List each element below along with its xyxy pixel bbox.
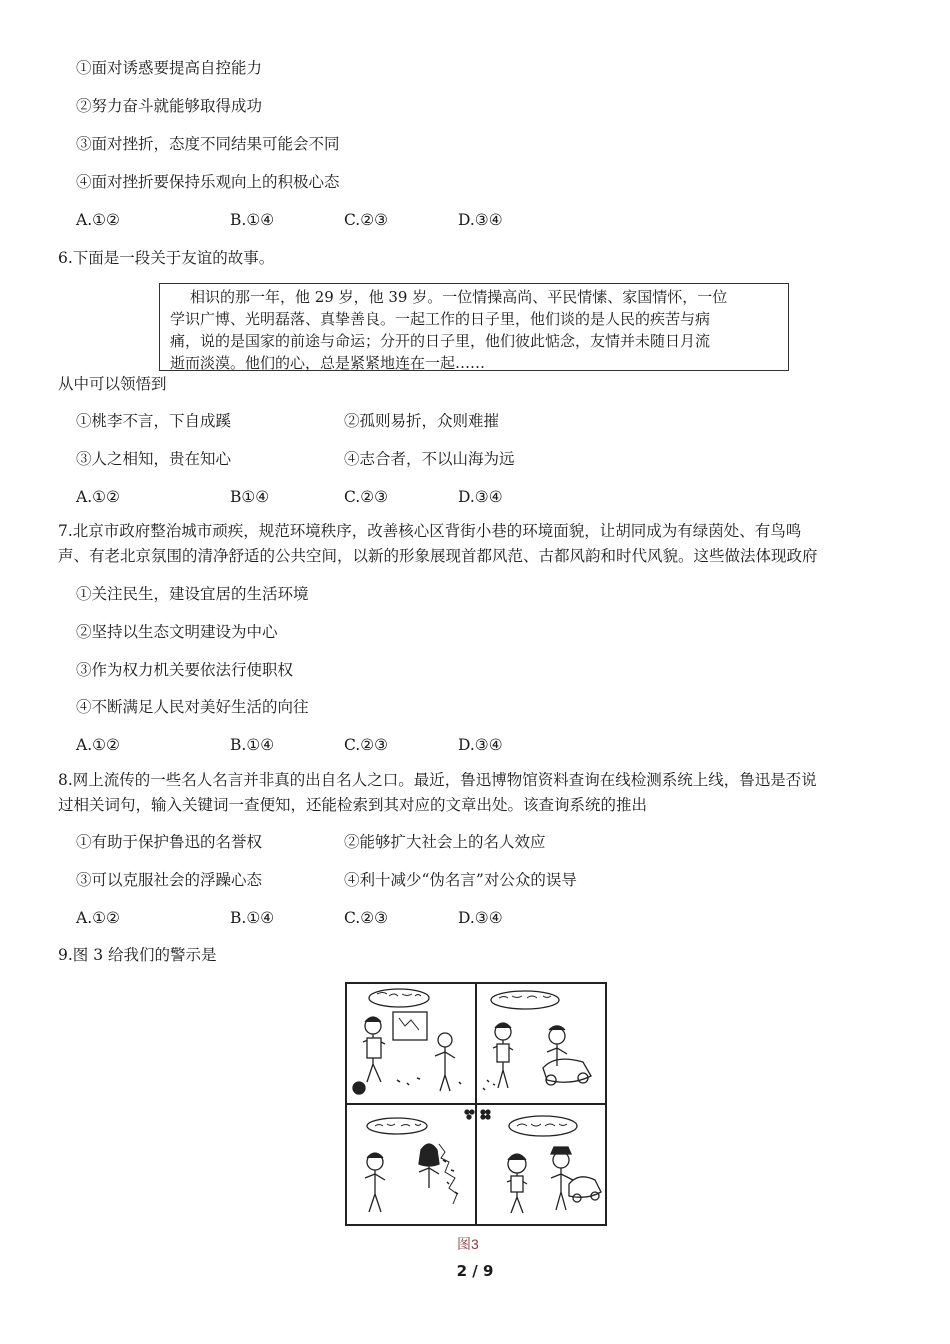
q5-item-3: ③面对挫折，态度不同结果可能会不同 (76, 135, 340, 153)
q7-item-2: ②坚持以生态文明建设为中心 (76, 623, 278, 641)
q8-item-3: ③可以克服社会的浮躁心态 (76, 871, 263, 889)
q5-item-4: ④面对挫折要保持乐观向上的积极心态 (76, 173, 340, 191)
comic-panel-3 (365, 1110, 474, 1212)
q6-story-line: 逝而淡漠。他们的心，总是紧紧地连在一起…… (170, 354, 486, 372)
q5-choice-a: A.①② (76, 211, 120, 229)
q8-choice-a: A.①② (76, 909, 120, 927)
comic-panel-2 (483, 991, 591, 1090)
q7-stem-line-2: 声、有老北京氛围的清净舒适的公共空间，以新的形象展现首都风范、古都风韵和时代风貌。这些做法体现政府 (58, 547, 818, 565)
q9-stem: 9.图 3 给我们的警示是 (58, 946, 217, 964)
q6-story-box (159, 283, 789, 371)
q6-item-3: ③人之相知，贵在知心 (76, 450, 232, 468)
q6-choice-c: C.②③ (344, 488, 389, 506)
comic-panel-1 (353, 989, 461, 1094)
q5-item-1: ①面对诱惑要提高自控能力 (76, 59, 263, 77)
q7-item-4: ④不断满足人民对美好生活的向往 (76, 698, 309, 716)
q6-choice-a: A.①② (76, 488, 120, 506)
q8-item-2: ②能够扩大社会上的名人效应 (344, 833, 546, 851)
q6-story-line: 相识的那一年，他 29 岁，他 39 岁。一位情操高尚、平民情愫、家国情怀，一位 (190, 288, 728, 306)
q6-item-1: ①桃李不言，下自成蹊 (76, 412, 232, 430)
q8-choice-c: C.②③ (344, 909, 389, 927)
q6-item-4: ④志合者，不以山海为远 (344, 450, 515, 468)
q7-choice-d: D.③④ (458, 736, 503, 754)
q8-stem-line-2: 过相关词句，输入关键词一查便知，还能检索到其对应的文章出处。该查询系统的推出 (58, 796, 648, 814)
q8-stem-line-1: 8.网上流传的一些名人名言并非真的出自名人之口。最近，鲁迅博物馆资料查询在线检测系统上线，鲁迅是否说 (58, 771, 817, 789)
q5-choice-c: C.②③ (344, 211, 389, 229)
q7-choice-a: A.①② (76, 736, 120, 754)
q7-stem-line-1: 7.北京市政府整治城市顽疾，规范环境秩序，改善核心区背街小巷的环境面貌，让胡同成为有绿茵处、有鸟鸣 (58, 522, 802, 540)
q6-choice-b: B①④ (230, 488, 270, 506)
comic-illustration (347, 984, 605, 1224)
comic-figure (345, 982, 607, 1226)
q6-prompt: 从中可以领悟到 (58, 375, 167, 393)
q6-story-line: 学识广博、光明磊落、真挚善良。一起工作的日子里，他们谈的是人民的疾苦与病 (170, 310, 711, 328)
q8-item-4: ④利十减少“伪名言”对公众的误导 (344, 871, 577, 889)
q6-story-line: 痛，说的是国家的前途与命运；分开的日子里，他们彼此惦念，友情并未随日月流 (170, 332, 711, 350)
q6-item-2: ②孤则易折，众则难摧 (344, 412, 500, 430)
figure-caption: 图3 (457, 1236, 479, 1252)
q8-item-1: ①有助于保护鲁迅的名誉权 (76, 833, 263, 851)
q8-choice-b: B.①④ (230, 909, 275, 927)
comic-panel-4 (481, 1110, 601, 1213)
q8-choice-d: D.③④ (458, 909, 503, 927)
q7-item-1: ①关注民生，建设宜居的生活环境 (76, 585, 309, 603)
q7-item-3: ③作为权力机关要依法行使职权 (76, 661, 294, 679)
q5-item-2: ②努力奋斗就能够取得成功 (76, 97, 263, 115)
q6-choice-d: D.③④ (458, 488, 503, 506)
q7-choice-b: B.①④ (230, 736, 275, 754)
q6-stem: 6.下面是一段关于友谊的故事。 (58, 249, 275, 267)
page-number: 2 / 9 (456, 1262, 494, 1280)
q5-choice-b: B.①④ (230, 211, 275, 229)
q5-choice-d: D.③④ (458, 211, 503, 229)
q7-choice-c: C.②③ (344, 736, 389, 754)
